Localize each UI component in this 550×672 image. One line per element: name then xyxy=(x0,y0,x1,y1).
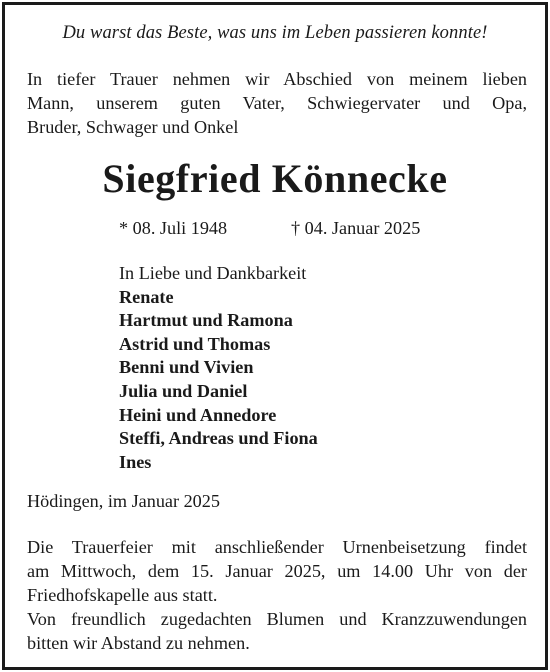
death-date: † 04. Januar 2025 xyxy=(291,218,421,238)
obituary-frame xyxy=(2,2,548,670)
funeral-line: Von freundlich zugedachten Blumen und Kranzzuwendungen xyxy=(27,609,527,629)
intro-line: Bruder, Schwager und Onkel xyxy=(27,117,239,137)
deceased-name: Siegfried Könnecke xyxy=(102,156,448,201)
family-member: Steffi, Andreas und Fiona xyxy=(119,428,318,449)
funeral-line: Friedhofskapelle aus statt. xyxy=(27,585,218,605)
family-member: Hartmut und Ramona xyxy=(119,310,293,331)
birth-date: * 08. Juli 1948 xyxy=(119,218,228,238)
family-member: Heini und Annedore xyxy=(119,404,277,425)
obituary-content xyxy=(5,5,545,667)
family-intro: In Liebe und Dankbarkeit xyxy=(119,263,307,283)
intro-line: In tiefer Trauer nehmen wir Abschied von meinem lieben xyxy=(27,69,527,89)
funeral-line: am Mittwoch, dem 15. Januar 2025, um 14.00 Uhr von der xyxy=(27,561,527,581)
funeral-line: bitten wir Abstand zu nehmen. xyxy=(27,633,250,653)
family-member: Ines xyxy=(119,451,152,472)
intro-line: Mann, unserem guten Vater, Schwiegervater und Opa, xyxy=(27,93,527,113)
family-member: Benni und Vivien xyxy=(119,357,254,378)
place-date: Hödingen, im Januar 2025 xyxy=(27,491,220,511)
motto: Du warst das Beste, was uns im Leben passieren konnte! xyxy=(62,23,488,43)
intro-paragraph xyxy=(27,67,527,139)
family-member: Julia und Daniel xyxy=(119,380,248,401)
funeral-line: Die Trauerfeier mit anschließender Urnenbeisetzung findet xyxy=(27,537,527,557)
family-member: Astrid und Thomas xyxy=(119,333,271,354)
funeral-paragraph xyxy=(27,535,527,655)
family-member: Renate xyxy=(119,286,174,307)
family-list xyxy=(119,262,318,474)
